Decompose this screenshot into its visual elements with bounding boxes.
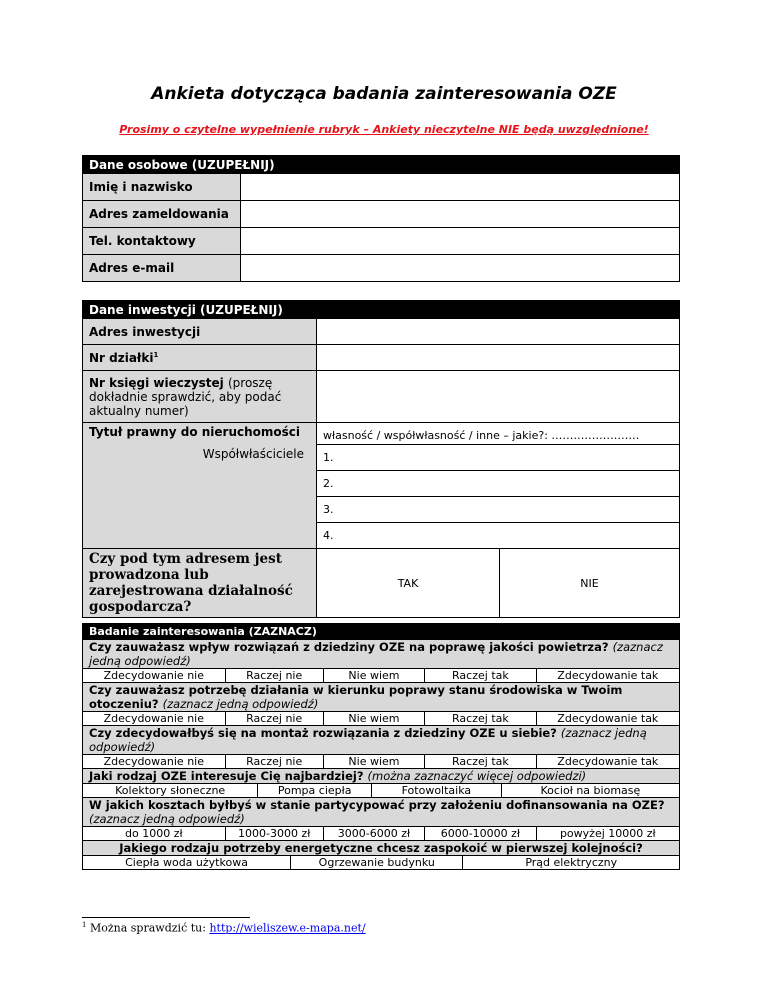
question-air-quality: Czy zauważasz wpływ rozwiązań z dziedziny OZE na poprawę jakości powietrza? (zaznacz jedną odpowiedź)	[83, 640, 680, 669]
question-cost-share: W jakich kosztach byłbyś w stanie partycypować przy założeniu dofinansowania na OZE? (zaznacz jedną odpowiedź)	[83, 798, 680, 827]
q6-option-heating[interactable]: Ogrzewanie budynku	[291, 856, 463, 870]
label-investment-address: Adres inwestycji	[83, 319, 317, 345]
question-energy-needs: Jakiego rodzaju potrzeby energetyczne chcesz zaspokoić w pierwszej kolejności?	[83, 841, 680, 856]
q1-option-strongly-yes[interactable]: Zdecydowanie tak	[536, 669, 679, 683]
footnote: $^1$ Można sprawdzić tu: http://wieliszew.e-mapa.net/	[82, 921, 366, 935]
co-owner-2-field[interactable]: 2.	[317, 471, 680, 497]
survey-table	[82, 623, 680, 870]
q3-option-rather-yes[interactable]: Raczej tak	[425, 755, 536, 769]
label-full-name: Imię i nazwisko	[83, 174, 241, 201]
q3-option-strongly-no[interactable]: Zdecydowanie nie	[83, 755, 226, 769]
q4-option-heat-pump[interactable]: Pompa ciepła	[258, 784, 372, 798]
label-email: Adres e-mail	[83, 255, 241, 282]
registered-address-field[interactable]	[241, 201, 680, 228]
q2-option-strongly-no[interactable]: Zdecydowanie nie	[83, 712, 226, 726]
q4-option-solar-collectors[interactable]: Kolektory słoneczne	[83, 784, 258, 798]
question-oze-type: Jaki rodzaj OZE interesuje Cię najbardziej? (można zaznaczyć więcej odpowiedzi)	[83, 769, 680, 784]
investment-address-field[interactable]	[317, 319, 680, 345]
business-yes-option[interactable]: TAK	[317, 549, 500, 618]
q3-option-dont-know[interactable]: Nie wiem	[323, 755, 424, 769]
q4-option-photovoltaics[interactable]: Fotowoltaika	[372, 784, 502, 798]
investment-data-header: Dane inwestycji (UZUPEŁNIJ)	[83, 301, 680, 319]
co-owner-3-field[interactable]: 3.	[317, 497, 680, 523]
q2-option-rather-no[interactable]: Raczej nie	[225, 712, 323, 726]
land-register-field[interactable]	[317, 371, 680, 423]
q2-option-rather-yes[interactable]: Raczej tak	[425, 712, 536, 726]
q1-option-strongly-no[interactable]: Zdecydowanie nie	[83, 669, 226, 683]
q5-option-over-10000[interactable]: powyżej 10000 zł	[536, 827, 679, 841]
personal-data-header: Dane osobowe (UZUPEŁNIJ)	[83, 156, 680, 174]
q1-option-rather-no[interactable]: Raczej nie	[225, 669, 323, 683]
legibility-notice: Prosimy o czytelne wypełnienie rubryk – Ankiety nieczytelne NIE będą uwzględnione!	[119, 123, 649, 136]
q3-option-strongly-yes[interactable]: Zdecydowanie tak	[536, 755, 679, 769]
business-no-option[interactable]: NIE	[500, 549, 680, 618]
q3-option-rather-no[interactable]: Raczej nie	[225, 755, 323, 769]
parcel-number-field[interactable]	[317, 345, 680, 371]
q5-option-3000-6000[interactable]: 3000-6000 zł	[323, 827, 424, 841]
page-title: Ankieta dotycząca badania zainteresowania OZE	[151, 84, 617, 104]
survey-header: Badanie zainteresowania (ZAZNACZ)	[83, 624, 680, 640]
footnote-separator	[82, 917, 250, 918]
phone-field[interactable]	[241, 228, 680, 255]
q6-option-electricity[interactable]: Prąd elektryczny	[463, 856, 680, 870]
question-environment-need: Czy zauważasz potrzebę działania w kierunku poprawy stanu środowiska w Twoim otoczeniu? (zaznacz jedną odpowiedź)	[83, 683, 680, 712]
footnote-link[interactable]: http://wieliszew.e-mapa.net/	[209, 921, 366, 935]
email-field[interactable]	[241, 255, 680, 282]
q2-option-dont-know[interactable]: Nie wiem	[323, 712, 424, 726]
personal-data-table	[82, 155, 680, 282]
business-question: Czy pod tym adresem jest prowadzona lub zarejestrowana działalność gospodarcza?	[83, 549, 317, 618]
full-name-field[interactable]	[241, 174, 680, 201]
q5-option-1000-3000[interactable]: 1000-3000 zł	[225, 827, 323, 841]
footnote-ref: 1	[153, 350, 159, 359]
co-owner-1-field[interactable]: 1.	[317, 445, 680, 471]
co-owner-4-field[interactable]: 4.	[317, 523, 680, 549]
q1-option-rather-yes[interactable]: Raczej tak	[425, 669, 536, 683]
q4-option-biomass-boiler[interactable]: Kocioł na biomasę	[501, 784, 679, 798]
label-phone: Tel. kontaktowy	[83, 228, 241, 255]
q5-option-6000-10000[interactable]: 6000-10000 zł	[425, 827, 536, 841]
label-co-owners: Współwłaściciele	[83, 445, 317, 549]
label-registered-address: Adres zameldowania	[83, 201, 241, 228]
q6-option-hot-water[interactable]: Ciepła woda użytkowa	[83, 856, 291, 870]
label-legal-title: Tytuł prawny do nieruchomości	[83, 423, 317, 445]
question-install-oze: Czy zdecydowałbyś się na montaż rozwiązania z dziedziny OZE u siebie? (zaznacz jedną odpowiedź)	[83, 726, 680, 755]
investment-data-table	[82, 300, 680, 618]
q2-option-strongly-yes[interactable]: Zdecydowanie tak	[536, 712, 679, 726]
q1-option-dont-know[interactable]: Nie wiem	[323, 669, 424, 683]
legal-title-options[interactable]: własność / współwłasność / inne – jakie?: ……………………	[317, 423, 680, 445]
label-parcel-number: Nr działki$^1$	[83, 345, 317, 371]
q5-option-up-to-1000[interactable]: do 1000 zł	[83, 827, 226, 841]
label-land-register: Nr księgi wieczystej (proszę dokładnie sprawdzić, aby podać aktualny numer)	[83, 371, 317, 423]
